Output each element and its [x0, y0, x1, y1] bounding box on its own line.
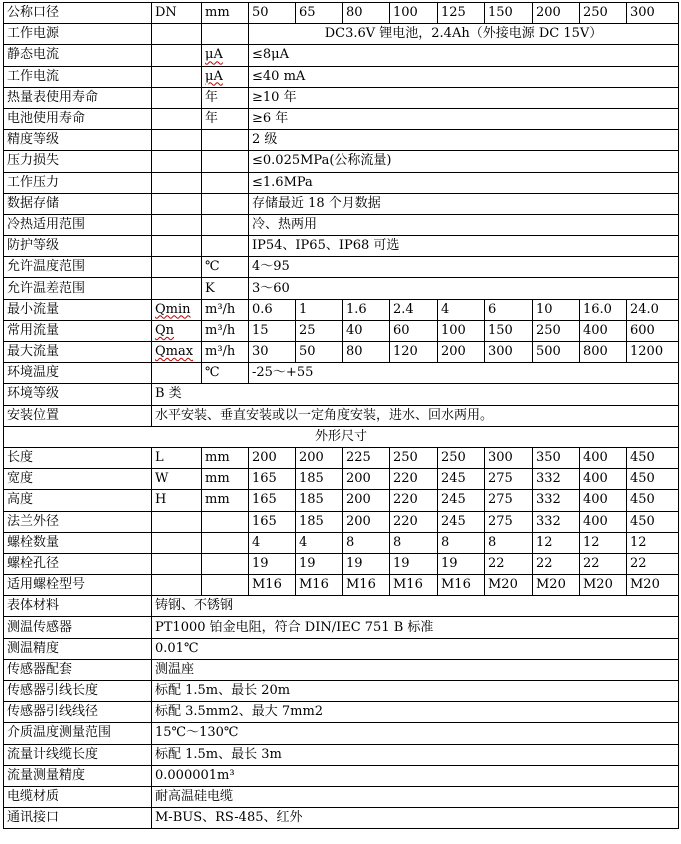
value-cell: 220 — [390, 469, 438, 490]
value-cell: 450 — [627, 490, 679, 511]
param-name: 最小流量 — [4, 299, 152, 320]
param-symbol: DN — [152, 3, 202, 24]
param-name: 传感器配套 — [4, 659, 152, 680]
param-value: 存储最近 18 个月数据 — [249, 193, 679, 214]
value-cell: 450 — [627, 511, 679, 532]
value-cell: 300 — [627, 3, 679, 24]
table-row — [4, 214, 679, 235]
param-name: 介质温度测量范围 — [4, 723, 152, 744]
param-symbol — [152, 363, 202, 384]
value-cell: M16 — [390, 575, 438, 596]
param-unit: 年 — [202, 87, 249, 108]
value-cell: 800 — [580, 342, 627, 363]
table-row — [4, 320, 679, 341]
value-cell: M16 — [296, 575, 343, 596]
param-name: 流量计线缆长度 — [4, 744, 152, 765]
value-cell: 250 — [580, 3, 627, 24]
value-cell: 30 — [249, 342, 296, 363]
param-unit — [202, 193, 249, 214]
param-symbol — [152, 553, 202, 574]
value-cell: 150 — [485, 320, 533, 341]
param-name: 防护等级 — [4, 236, 152, 257]
param-unit — [202, 130, 249, 151]
param-symbol — [152, 342, 202, 363]
param-value: 标配 1.5m、最长 3m — [152, 744, 679, 765]
value-cell: 165 — [249, 511, 296, 532]
table-row — [4, 659, 679, 680]
param-name: 静态电流 — [4, 45, 152, 66]
value-cell: 400 — [580, 490, 627, 511]
table-row — [4, 681, 679, 702]
param-value: ≤1.6MPa — [249, 172, 679, 193]
param-symbol — [152, 151, 202, 172]
param-unit: mm — [202, 490, 249, 511]
param-value: ≥10 年 — [249, 87, 679, 108]
value-cell: 200 — [533, 3, 580, 24]
value-cell: 8 — [438, 532, 485, 553]
table-row — [4, 617, 679, 638]
table-row — [4, 172, 679, 193]
param-value: M-BUS、RS-485、红外 — [152, 808, 679, 829]
table-row — [4, 236, 679, 257]
value-cell: 8 — [343, 532, 390, 553]
table-row — [4, 151, 679, 172]
value-cell: 185 — [296, 469, 343, 490]
value-cell: 165 — [249, 490, 296, 511]
param-symbol — [152, 236, 202, 257]
param-symbol — [152, 24, 202, 45]
value-cell: 125 — [438, 3, 485, 24]
param-name: 适用螺栓型号 — [4, 575, 152, 596]
value-cell: 300 — [485, 447, 533, 468]
param-name: 螺栓数量 — [4, 532, 152, 553]
param-name: 工作压力 — [4, 172, 152, 193]
value-cell: 332 — [533, 490, 580, 511]
value-cell: 250 — [390, 447, 438, 468]
value-cell: 250 — [533, 320, 580, 341]
param-name: 冷热适用范围 — [4, 214, 152, 235]
value-cell: 1 — [296, 299, 343, 320]
table-row — [4, 24, 679, 45]
value-cell: 1200 — [627, 342, 679, 363]
value-cell: M20 — [627, 575, 679, 596]
value-cell: 8 — [485, 532, 533, 553]
table-row — [4, 299, 679, 320]
param-unit: ℃ — [202, 363, 249, 384]
value-cell: 4 — [296, 532, 343, 553]
value-cell: 245 — [438, 469, 485, 490]
param-name: 流量测量精度 — [4, 765, 152, 786]
value-cell: 350 — [533, 447, 580, 468]
value-cell: 0.6 — [249, 299, 296, 320]
param-name: 高度 — [4, 490, 152, 511]
param-value: 15℃～130℃ — [152, 723, 679, 744]
value-cell: 40 — [343, 320, 390, 341]
param-unit: mm — [202, 469, 249, 490]
table-row — [4, 87, 679, 108]
table-row — [4, 765, 679, 786]
value-cell: M16 — [438, 575, 485, 596]
value-cell: M20 — [485, 575, 533, 596]
value-cell: 250 — [438, 447, 485, 468]
table-row — [4, 363, 679, 384]
value-cell: M16 — [249, 575, 296, 596]
table-row — [4, 511, 679, 532]
param-value: 4～95 — [249, 257, 679, 278]
param-symbol — [152, 87, 202, 108]
param-name: 传感器引线线径 — [4, 702, 152, 723]
value-cell: 200 — [343, 469, 390, 490]
value-cell: 19 — [390, 553, 438, 574]
param-name: 通讯接口 — [4, 808, 152, 829]
param-value: 3～60 — [249, 278, 679, 299]
spec-table-body — [4, 3, 679, 829]
table-row — [4, 638, 679, 659]
value-cell: 1.6 — [343, 299, 390, 320]
param-name: 压力损失 — [4, 151, 152, 172]
value-cell: M16 — [343, 575, 390, 596]
value-cell: 165 — [249, 469, 296, 490]
param-value: 0.000001m³ — [152, 765, 679, 786]
value-cell: 332 — [533, 469, 580, 490]
value-cell: 50 — [296, 342, 343, 363]
value-cell: 24.0 — [627, 299, 679, 320]
value-cell: 22 — [580, 553, 627, 574]
param-name: 电缆材质 — [4, 786, 152, 807]
param-name: 最大流量 — [4, 342, 152, 363]
value-cell: M20 — [580, 575, 627, 596]
value-cell: 300 — [485, 342, 533, 363]
table-row — [4, 808, 679, 829]
value-cell: 245 — [438, 511, 485, 532]
value-cell: 400 — [580, 320, 627, 341]
value-cell: 80 — [343, 342, 390, 363]
table-row — [4, 426, 679, 447]
param-name: 公称口径 — [4, 3, 152, 24]
param-symbol — [152, 108, 202, 129]
value-cell: 275 — [485, 511, 533, 532]
param-value: -25～+55 — [249, 363, 679, 384]
param-value: 耐高温硅电缆 — [152, 786, 679, 807]
value-cell: 50 — [249, 3, 296, 24]
param-name: 精度等级 — [4, 130, 152, 151]
param-symbol — [152, 320, 202, 341]
param-unit — [202, 532, 249, 553]
param-name: 数据存储 — [4, 193, 152, 214]
value-cell: 200 — [343, 490, 390, 511]
param-name: 法兰外径 — [4, 511, 152, 532]
value-cell: 25 — [296, 320, 343, 341]
table-row — [4, 193, 679, 214]
section-header: 外形尺寸 — [4, 426, 679, 447]
param-unit — [202, 236, 249, 257]
value-cell: 245 — [438, 490, 485, 511]
param-symbol — [152, 299, 202, 320]
value-cell: 200 — [343, 511, 390, 532]
param-value: 标配 1.5m、最长 20m — [152, 681, 679, 702]
param-value: ≤8μA — [249, 45, 679, 66]
value-cell: 150 — [485, 3, 533, 24]
value-cell: 19 — [343, 553, 390, 574]
value-cell: 80 — [343, 3, 390, 24]
param-value: ≤0.025MPa(公称流量) — [249, 151, 679, 172]
param-value: IP54、IP65、IP68 可选 — [249, 236, 679, 257]
value-cell: 185 — [296, 490, 343, 511]
param-unit — [202, 214, 249, 235]
param-name: 工作电流 — [4, 66, 152, 87]
param-unit: mm — [202, 447, 249, 468]
value-cell: 450 — [627, 469, 679, 490]
value-cell: 15 — [249, 320, 296, 341]
param-unit — [202, 45, 249, 66]
param-value: ≥6 年 — [249, 108, 679, 129]
table-row — [4, 384, 679, 405]
param-unit: m³/h — [202, 299, 249, 320]
param-symbol: L — [152, 447, 202, 468]
table-row — [4, 744, 679, 765]
param-name: 测温传感器 — [4, 617, 152, 638]
param-symbol — [152, 511, 202, 532]
table-row — [4, 702, 679, 723]
value-cell: 220 — [390, 511, 438, 532]
param-unit: m³/h — [202, 342, 249, 363]
table-row — [4, 786, 679, 807]
table-row — [4, 532, 679, 553]
spec-table — [3, 2, 679, 829]
param-name: 工作电源 — [4, 24, 152, 45]
table-row — [4, 469, 679, 490]
param-name: 环境等级 — [4, 384, 152, 405]
value-cell: 332 — [533, 511, 580, 532]
param-symbol-text: Qmin — [155, 301, 191, 317]
value-cell: 100 — [438, 320, 485, 341]
value-cell: M20 — [533, 575, 580, 596]
param-name: 长度 — [4, 447, 152, 468]
value-cell: 600 — [627, 320, 679, 341]
table-row — [4, 130, 679, 151]
value-cell: 275 — [485, 469, 533, 490]
param-name: 测温精度 — [4, 638, 152, 659]
table-row — [4, 342, 679, 363]
param-unit — [202, 511, 249, 532]
param-symbol — [152, 214, 202, 235]
value-cell: 200 — [296, 447, 343, 468]
param-value: PT1000 铂金电阻，符合 DIN/IEC 751 B 标准 — [152, 617, 679, 638]
table-row — [4, 108, 679, 129]
param-unit: ℃ — [202, 257, 249, 278]
param-name: 安装位置 — [4, 405, 152, 426]
param-name: 表体材料 — [4, 596, 152, 617]
param-symbol — [152, 66, 202, 87]
value-cell: 19 — [438, 553, 485, 574]
param-unit — [202, 66, 249, 87]
value-cell: 185 — [296, 511, 343, 532]
value-cell: 10 — [533, 299, 580, 320]
param-value: 2 级 — [249, 130, 679, 151]
param-unit — [202, 172, 249, 193]
value-cell: 8 — [390, 532, 438, 553]
value-cell: 400 — [580, 511, 627, 532]
value-cell: 16.0 — [580, 299, 627, 320]
param-name: 传感器引线长度 — [4, 681, 152, 702]
param-unit — [202, 575, 249, 596]
value-cell: 400 — [580, 469, 627, 490]
param-symbol — [152, 45, 202, 66]
param-name: 电池使用寿命 — [4, 108, 152, 129]
param-unit: K — [202, 278, 249, 299]
table-row — [4, 3, 679, 24]
param-symbol — [152, 193, 202, 214]
param-value: 标配 3.5mm2、最大 7mm2 — [152, 702, 679, 723]
value-cell: 4 — [249, 532, 296, 553]
param-unit: mm — [202, 3, 249, 24]
param-unit — [202, 553, 249, 574]
table-row — [4, 575, 679, 596]
table-row — [4, 553, 679, 574]
param-symbol — [152, 130, 202, 151]
table-row — [4, 66, 679, 87]
param-value: 0.01℃ — [152, 638, 679, 659]
param-value: 铸钢、不锈钢 — [152, 596, 679, 617]
param-symbol — [152, 172, 202, 193]
param-unit-text: μA — [205, 68, 223, 84]
value-cell: 100 — [390, 3, 438, 24]
param-value: DC3.6V 锂电池，2.4Ah（外接电源 DC 15V） — [249, 24, 679, 45]
value-cell: 400 — [580, 447, 627, 468]
param-symbol — [152, 257, 202, 278]
value-cell: 4 — [438, 299, 485, 320]
value-cell: 65 — [296, 3, 343, 24]
value-cell: 275 — [485, 490, 533, 511]
param-value: ≤40 mA — [249, 66, 679, 87]
value-cell: 22 — [485, 553, 533, 574]
param-value: B 类 — [152, 384, 679, 405]
param-name: 宽度 — [4, 469, 152, 490]
table-row — [4, 447, 679, 468]
value-cell: 19 — [296, 553, 343, 574]
param-symbol-text: Qmax — [155, 344, 194, 360]
param-value: 水平安装、垂直安装或以一定角度安装，进水、回水两用。 — [152, 405, 679, 426]
param-symbol — [152, 532, 202, 553]
table-row — [4, 257, 679, 278]
value-cell: 12 — [580, 532, 627, 553]
value-cell: 500 — [533, 342, 580, 363]
value-cell: 2.4 — [390, 299, 438, 320]
value-cell: 12 — [533, 532, 580, 553]
param-value: 测温座 — [152, 659, 679, 680]
param-unit-text: μA — [205, 47, 223, 63]
param-value: 冷、热两用 — [249, 214, 679, 235]
param-name: 允许温度范围 — [4, 257, 152, 278]
param-name: 螺栓孔径 — [4, 553, 152, 574]
value-cell: 450 — [627, 447, 679, 468]
param-symbol-text: Qn — [155, 322, 175, 338]
value-cell: 60 — [390, 320, 438, 341]
param-unit — [202, 24, 249, 45]
param-unit — [202, 151, 249, 172]
value-cell: 200 — [249, 447, 296, 468]
param-name: 热量表使用寿命 — [4, 87, 152, 108]
value-cell: 22 — [627, 553, 679, 574]
table-row — [4, 45, 679, 66]
param-name: 常用流量 — [4, 320, 152, 341]
param-unit: 年 — [202, 108, 249, 129]
value-cell: 200 — [438, 342, 485, 363]
value-cell: 225 — [343, 447, 390, 468]
value-cell: 19 — [249, 553, 296, 574]
value-cell: 120 — [390, 342, 438, 363]
value-cell: 22 — [533, 553, 580, 574]
value-cell: 6 — [485, 299, 533, 320]
param-unit: m³/h — [202, 320, 249, 341]
param-symbol: W — [152, 469, 202, 490]
value-cell: 220 — [390, 490, 438, 511]
param-name: 允许温差范围 — [4, 278, 152, 299]
param-symbol: H — [152, 490, 202, 511]
param-symbol — [152, 575, 202, 596]
table-row — [4, 723, 679, 744]
table-row — [4, 405, 679, 426]
param-name: 环境温度 — [4, 363, 152, 384]
value-cell: 12 — [627, 532, 679, 553]
table-row — [4, 596, 679, 617]
table-row — [4, 490, 679, 511]
param-symbol — [152, 278, 202, 299]
table-row — [4, 278, 679, 299]
